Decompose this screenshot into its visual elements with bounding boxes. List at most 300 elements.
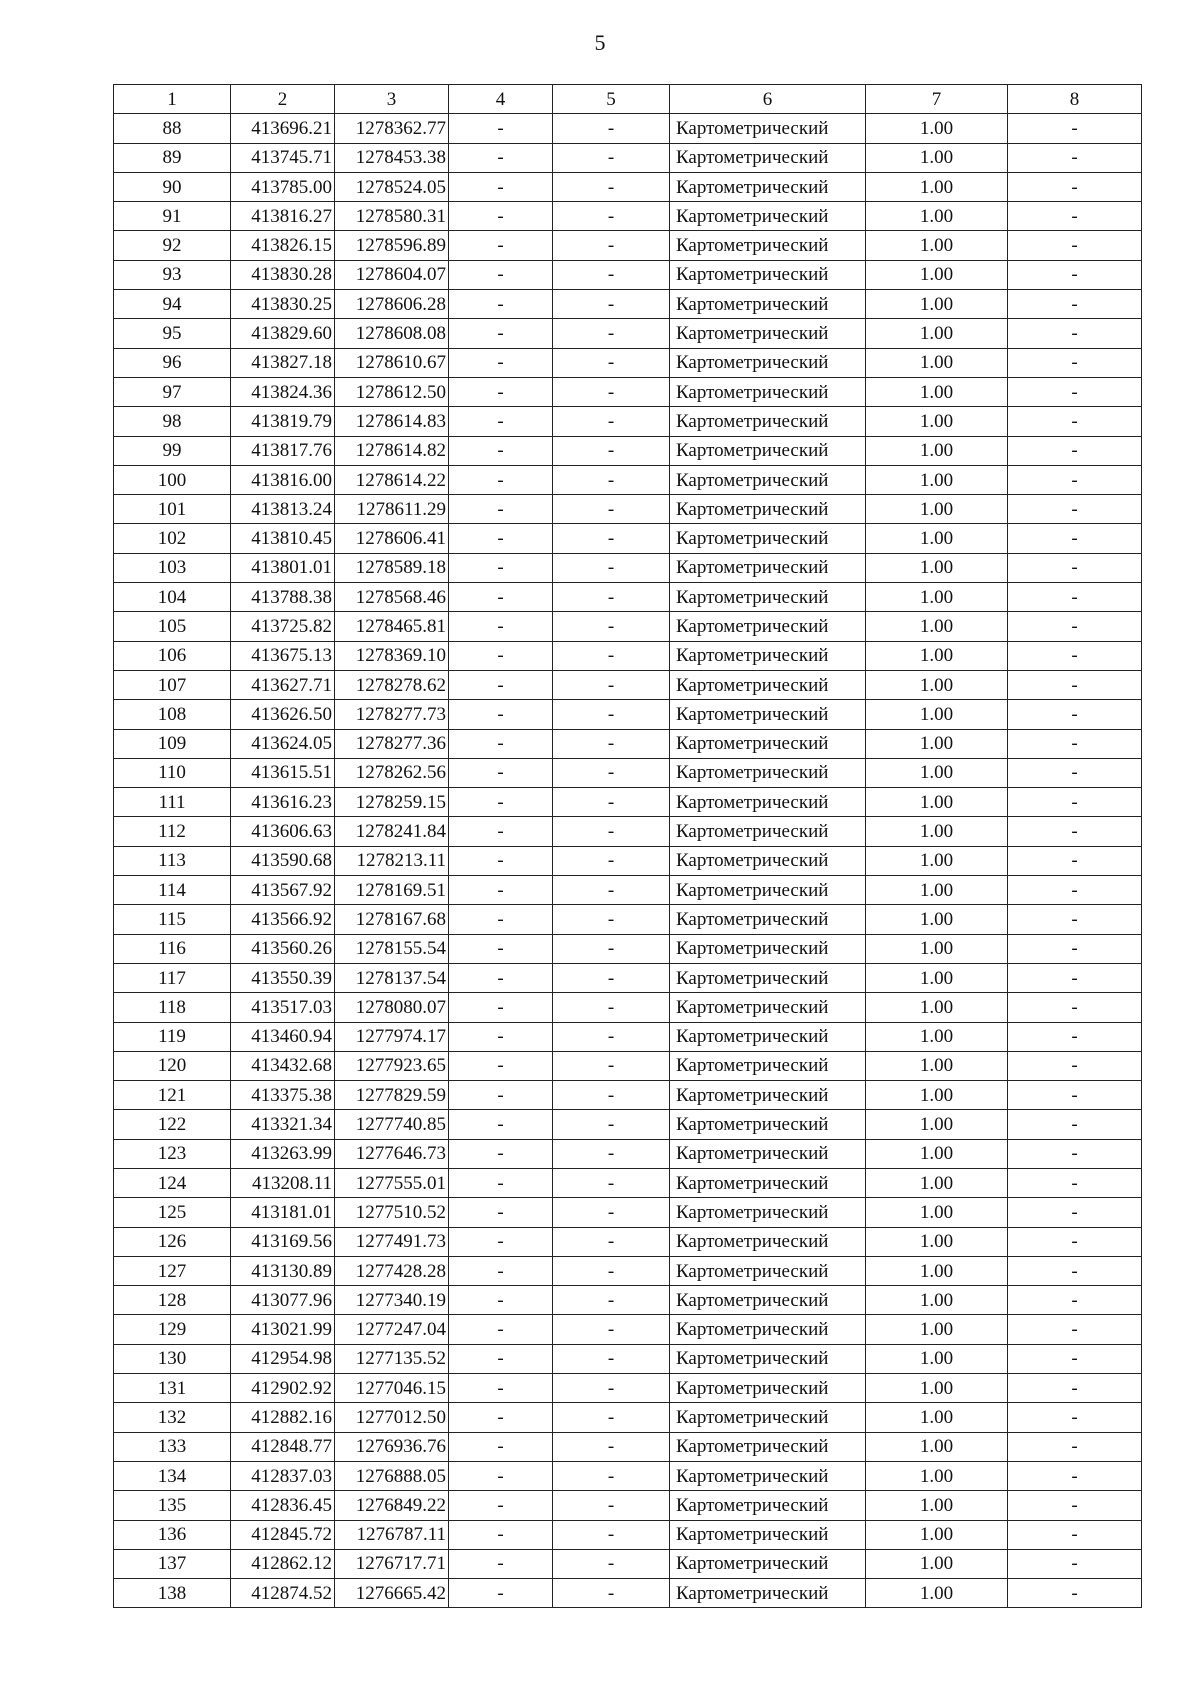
point-number-cell: 112: [114, 817, 231, 846]
method-cell: Картометрический: [670, 1491, 866, 1520]
column-4-cell: -: [449, 905, 553, 934]
x-coordinate-cell: 413830.28: [231, 260, 335, 289]
accuracy-cell: 1.00: [866, 729, 1008, 758]
y-coordinate-cell: 1278606.28: [335, 290, 449, 319]
accuracy-cell: 1.00: [866, 114, 1008, 143]
y-coordinate-cell: 1277510.52: [335, 1198, 449, 1227]
column-4-cell: -: [449, 788, 553, 817]
y-coordinate-cell: 1277646.73: [335, 1139, 449, 1168]
y-coordinate-cell: 1278610.67: [335, 348, 449, 377]
y-coordinate-cell: 1277012.50: [335, 1403, 449, 1432]
method-cell: Картометрический: [670, 700, 866, 729]
x-coordinate-cell: 413460.94: [231, 1022, 335, 1051]
table-row: [114, 993, 1142, 1022]
accuracy-cell: 1.00: [866, 846, 1008, 875]
point-number-cell: 100: [114, 465, 231, 494]
column-5-cell: -: [553, 612, 670, 641]
table-row: [114, 934, 1142, 963]
column-8-cell: -: [1008, 1344, 1142, 1373]
column-8-cell: -: [1008, 1256, 1142, 1285]
column-5-cell: -: [553, 172, 670, 201]
accuracy-cell: 1.00: [866, 348, 1008, 377]
column-4-cell: -: [449, 436, 553, 465]
method-cell: Картометрический: [670, 1139, 866, 1168]
point-number-cell: 92: [114, 231, 231, 260]
method-cell: Картометрический: [670, 290, 866, 319]
method-cell: Картометрический: [670, 1198, 866, 1227]
column-8-cell: -: [1008, 1491, 1142, 1520]
point-number-cell: 108: [114, 700, 231, 729]
column-5-cell: -: [553, 729, 670, 758]
x-coordinate-cell: 413616.23: [231, 788, 335, 817]
y-coordinate-cell: 1278589.18: [335, 553, 449, 582]
table-row: [114, 290, 1142, 319]
point-number-cell: 93: [114, 260, 231, 289]
column-8-cell: -: [1008, 1315, 1142, 1344]
y-coordinate-cell: 1278080.07: [335, 993, 449, 1022]
column-5-cell: -: [553, 993, 670, 1022]
method-cell: Картометрический: [670, 143, 866, 172]
table-row: [114, 1286, 1142, 1315]
table-row: [114, 1139, 1142, 1168]
y-coordinate-cell: 1277740.85: [335, 1110, 449, 1139]
point-number-cell: 132: [114, 1403, 231, 1432]
method-cell: Картометрический: [670, 348, 866, 377]
method-cell: Картометрический: [670, 612, 866, 641]
column-4-cell: -: [449, 231, 553, 260]
x-coordinate-cell: 413824.36: [231, 377, 335, 406]
x-coordinate-cell: 413130.89: [231, 1256, 335, 1285]
y-coordinate-cell: 1276849.22: [335, 1491, 449, 1520]
column-5-cell: -: [553, 1461, 670, 1490]
method-cell: Картометрический: [670, 1374, 866, 1403]
table-row: [114, 758, 1142, 787]
accuracy-cell: 1.00: [866, 1432, 1008, 1461]
column-5-cell: -: [553, 1432, 670, 1461]
y-coordinate-cell: 1278277.73: [335, 700, 449, 729]
table-row: [114, 436, 1142, 465]
column-8-cell: -: [1008, 495, 1142, 524]
column-5-cell: -: [553, 876, 670, 905]
column-5-cell: -: [553, 700, 670, 729]
column-8-cell: -: [1008, 202, 1142, 231]
column-8-cell: -: [1008, 729, 1142, 758]
x-coordinate-cell: 413829.60: [231, 319, 335, 348]
method-cell: Картометрический: [670, 231, 866, 260]
table-row: [114, 1315, 1142, 1344]
table-row: [114, 319, 1142, 348]
x-coordinate-cell: 412902.92: [231, 1374, 335, 1403]
point-number-cell: 118: [114, 993, 231, 1022]
y-coordinate-cell: 1278614.82: [335, 436, 449, 465]
column-8-cell: -: [1008, 670, 1142, 699]
column-4-cell: -: [449, 1344, 553, 1373]
column-header: 1: [114, 85, 231, 114]
method-cell: Картометрический: [670, 993, 866, 1022]
point-number-cell: 135: [114, 1491, 231, 1520]
column-4-cell: -: [449, 729, 553, 758]
x-coordinate-cell: 413624.05: [231, 729, 335, 758]
column-8-cell: -: [1008, 583, 1142, 612]
column-8-cell: -: [1008, 700, 1142, 729]
point-number-cell: 99: [114, 436, 231, 465]
column-8-cell: -: [1008, 934, 1142, 963]
point-number-cell: 114: [114, 876, 231, 905]
coordinates-table: [113, 84, 1142, 1608]
x-coordinate-cell: 413181.01: [231, 1198, 335, 1227]
column-4-cell: -: [449, 1286, 553, 1315]
table-row: [114, 407, 1142, 436]
table-row: [114, 583, 1142, 612]
column-4-cell: -: [449, 670, 553, 699]
column-4-cell: -: [449, 407, 553, 436]
column-4-cell: -: [449, 319, 553, 348]
accuracy-cell: 1.00: [866, 465, 1008, 494]
x-coordinate-cell: 413627.71: [231, 670, 335, 699]
point-number-cell: 121: [114, 1081, 231, 1110]
table-row: [114, 1374, 1142, 1403]
method-cell: Картометрический: [670, 1520, 866, 1549]
x-coordinate-cell: 413606.63: [231, 817, 335, 846]
table-row: [114, 1403, 1142, 1432]
method-cell: Картометрический: [670, 641, 866, 670]
method-cell: Картометрический: [670, 758, 866, 787]
y-coordinate-cell: 1277046.15: [335, 1374, 449, 1403]
x-coordinate-cell: 413785.00: [231, 172, 335, 201]
column-header: 7: [866, 85, 1008, 114]
column-5-cell: -: [553, 817, 670, 846]
column-5-cell: -: [553, 495, 670, 524]
y-coordinate-cell: 1277340.19: [335, 1286, 449, 1315]
table-row: [114, 612, 1142, 641]
column-5-cell: -: [553, 260, 670, 289]
column-4-cell: -: [449, 876, 553, 905]
column-5-cell: -: [553, 465, 670, 494]
method-cell: Картометрический: [670, 1403, 866, 1432]
accuracy-cell: 1.00: [866, 963, 1008, 992]
x-coordinate-cell: 413590.68: [231, 846, 335, 875]
x-coordinate-cell: 413567.92: [231, 876, 335, 905]
accuracy-cell: 1.00: [866, 231, 1008, 260]
accuracy-cell: 1.00: [866, 1110, 1008, 1139]
column-4-cell: -: [449, 290, 553, 319]
column-4-cell: -: [449, 1403, 553, 1432]
column-5-cell: -: [553, 905, 670, 934]
method-cell: Картометрический: [670, 436, 866, 465]
method-cell: Картометрический: [670, 729, 866, 758]
point-number-cell: 103: [114, 553, 231, 582]
accuracy-cell: 1.00: [866, 1081, 1008, 1110]
point-number-cell: 119: [114, 1022, 231, 1051]
accuracy-cell: 1.00: [866, 1403, 1008, 1432]
x-coordinate-cell: 413375.38: [231, 1081, 335, 1110]
method-cell: Картометрический: [670, 524, 866, 553]
column-4-cell: -: [449, 495, 553, 524]
column-4-cell: -: [449, 700, 553, 729]
column-4-cell: -: [449, 1110, 553, 1139]
column-8-cell: -: [1008, 993, 1142, 1022]
method-cell: Картометрический: [670, 1549, 866, 1578]
point-number-cell: 98: [114, 407, 231, 436]
point-number-cell: 113: [114, 846, 231, 875]
x-coordinate-cell: 413826.15: [231, 231, 335, 260]
point-number-cell: 95: [114, 319, 231, 348]
column-5-cell: -: [553, 963, 670, 992]
method-cell: Картометрический: [670, 1227, 866, 1256]
column-header: 3: [335, 85, 449, 114]
point-number-cell: 125: [114, 1198, 231, 1227]
y-coordinate-cell: 1278241.84: [335, 817, 449, 846]
page-number: 5: [594, 30, 606, 55]
table-row: [114, 260, 1142, 289]
column-5-cell: -: [553, 846, 670, 875]
column-5-cell: -: [553, 377, 670, 406]
x-coordinate-cell: 413517.03: [231, 993, 335, 1022]
column-8-cell: -: [1008, 963, 1142, 992]
column-4-cell: -: [449, 1256, 553, 1285]
x-coordinate-cell: 413827.18: [231, 348, 335, 377]
method-cell: Картометрический: [670, 553, 866, 582]
accuracy-cell: 1.00: [866, 407, 1008, 436]
y-coordinate-cell: 1278167.68: [335, 905, 449, 934]
y-coordinate-cell: 1278614.22: [335, 465, 449, 494]
accuracy-cell: 1.00: [866, 319, 1008, 348]
column-5-cell: -: [553, 1579, 670, 1608]
y-coordinate-cell: 1277923.65: [335, 1051, 449, 1080]
y-coordinate-cell: 1277247.04: [335, 1315, 449, 1344]
method-cell: Картометрический: [670, 407, 866, 436]
accuracy-cell: 1.00: [866, 172, 1008, 201]
x-coordinate-cell: 413208.11: [231, 1168, 335, 1197]
point-number-cell: 104: [114, 583, 231, 612]
column-8-cell: -: [1008, 143, 1142, 172]
accuracy-cell: 1.00: [866, 1491, 1008, 1520]
x-coordinate-cell: 413615.51: [231, 758, 335, 787]
column-5-cell: -: [553, 1315, 670, 1344]
accuracy-cell: 1.00: [866, 583, 1008, 612]
y-coordinate-cell: 1278596.89: [335, 231, 449, 260]
column-8-cell: -: [1008, 348, 1142, 377]
column-4-cell: -: [449, 934, 553, 963]
column-5-cell: -: [553, 1168, 670, 1197]
y-coordinate-cell: 1277135.52: [335, 1344, 449, 1373]
column-8-cell: -: [1008, 553, 1142, 582]
column-4-cell: -: [449, 1520, 553, 1549]
column-5-cell: -: [553, 1344, 670, 1373]
column-4-cell: -: [449, 465, 553, 494]
table-row: [114, 1022, 1142, 1051]
y-coordinate-cell: 1278614.83: [335, 407, 449, 436]
accuracy-cell: 1.00: [866, 1315, 1008, 1344]
column-4-cell: -: [449, 817, 553, 846]
column-4-cell: -: [449, 993, 553, 1022]
point-number-cell: 129: [114, 1315, 231, 1344]
point-number-cell: 97: [114, 377, 231, 406]
y-coordinate-cell: 1278362.77: [335, 114, 449, 143]
accuracy-cell: 1.00: [866, 612, 1008, 641]
point-number-cell: 107: [114, 670, 231, 699]
column-4-cell: -: [449, 377, 553, 406]
x-coordinate-cell: 413077.96: [231, 1286, 335, 1315]
column-5-cell: -: [553, 1374, 670, 1403]
point-number-cell: 138: [114, 1579, 231, 1608]
table-row: [114, 670, 1142, 699]
accuracy-cell: 1.00: [866, 1579, 1008, 1608]
table-row: [114, 817, 1142, 846]
table-row: [114, 641, 1142, 670]
point-number-cell: 137: [114, 1549, 231, 1578]
column-8-cell: -: [1008, 172, 1142, 201]
point-number-cell: 89: [114, 143, 231, 172]
y-coordinate-cell: 1277555.01: [335, 1168, 449, 1197]
y-coordinate-cell: 1278213.11: [335, 846, 449, 875]
x-coordinate-cell: 412837.03: [231, 1461, 335, 1490]
column-5-cell: -: [553, 1227, 670, 1256]
accuracy-cell: 1.00: [866, 905, 1008, 934]
column-header: 6: [670, 85, 866, 114]
point-number-cell: 88: [114, 114, 231, 143]
y-coordinate-cell: 1278604.07: [335, 260, 449, 289]
table-row: [114, 143, 1142, 172]
table-row: [114, 1344, 1142, 1373]
method-cell: Картометрический: [670, 846, 866, 875]
column-8-cell: -: [1008, 290, 1142, 319]
column-8-cell: -: [1008, 407, 1142, 436]
column-4-cell: -: [449, 348, 553, 377]
accuracy-cell: 1.00: [866, 993, 1008, 1022]
column-header: 4: [449, 85, 553, 114]
column-8-cell: -: [1008, 1168, 1142, 1197]
y-coordinate-cell: 1276717.71: [335, 1549, 449, 1578]
table-row: [114, 1432, 1142, 1461]
column-4-cell: -: [449, 1315, 553, 1344]
point-number-cell: 106: [114, 641, 231, 670]
y-coordinate-cell: 1278580.31: [335, 202, 449, 231]
column-4-cell: -: [449, 963, 553, 992]
table-row: [114, 876, 1142, 905]
table-row: [114, 846, 1142, 875]
point-number-cell: 105: [114, 612, 231, 641]
accuracy-cell: 1.00: [866, 1549, 1008, 1578]
table-row: [114, 553, 1142, 582]
table-row: [114, 465, 1142, 494]
x-coordinate-cell: 412862.12: [231, 1549, 335, 1578]
x-coordinate-cell: 413816.27: [231, 202, 335, 231]
x-coordinate-cell: 413816.00: [231, 465, 335, 494]
point-number-cell: 111: [114, 788, 231, 817]
accuracy-cell: 1.00: [866, 495, 1008, 524]
column-4-cell: -: [449, 553, 553, 582]
column-8-cell: -: [1008, 1139, 1142, 1168]
column-8-cell: -: [1008, 377, 1142, 406]
x-coordinate-cell: 413819.79: [231, 407, 335, 436]
accuracy-cell: 1.00: [866, 143, 1008, 172]
column-8-cell: -: [1008, 1374, 1142, 1403]
method-cell: Картометрический: [670, 1579, 866, 1608]
column-5-cell: -: [553, 1403, 670, 1432]
accuracy-cell: 1.00: [866, 377, 1008, 406]
y-coordinate-cell: 1277491.73: [335, 1227, 449, 1256]
method-cell: Картометрический: [670, 1022, 866, 1051]
table-row: [114, 202, 1142, 231]
y-coordinate-cell: 1278137.54: [335, 963, 449, 992]
y-coordinate-cell: 1278155.54: [335, 934, 449, 963]
accuracy-cell: 1.00: [866, 700, 1008, 729]
table-row: [114, 1461, 1142, 1490]
y-coordinate-cell: 1278262.56: [335, 758, 449, 787]
x-coordinate-cell: 413830.25: [231, 290, 335, 319]
column-8-cell: -: [1008, 817, 1142, 846]
column-5-cell: -: [553, 524, 670, 553]
method-cell: Картометрический: [670, 1344, 866, 1373]
column-4-cell: -: [449, 1549, 553, 1578]
column-4-cell: -: [449, 758, 553, 787]
column-8-cell: -: [1008, 1432, 1142, 1461]
accuracy-cell: 1.00: [866, 670, 1008, 699]
column-8-cell: -: [1008, 1579, 1142, 1608]
y-coordinate-cell: 1278369.10: [335, 641, 449, 670]
column-4-cell: -: [449, 1051, 553, 1080]
y-coordinate-cell: 1278277.36: [335, 729, 449, 758]
column-4-cell: -: [449, 1139, 553, 1168]
column-5-cell: -: [553, 670, 670, 699]
x-coordinate-cell: 413675.13: [231, 641, 335, 670]
y-coordinate-cell: 1278453.38: [335, 143, 449, 172]
method-cell: Картометрический: [670, 1081, 866, 1110]
point-number-cell: 130: [114, 1344, 231, 1373]
method-cell: Картометрический: [670, 260, 866, 289]
table-row: [114, 377, 1142, 406]
point-number-cell: 136: [114, 1520, 231, 1549]
accuracy-cell: 1.00: [866, 1374, 1008, 1403]
point-number-cell: 109: [114, 729, 231, 758]
table-row: [114, 231, 1142, 260]
method-cell: Картометрический: [670, 114, 866, 143]
column-8-cell: -: [1008, 1110, 1142, 1139]
column-8-cell: -: [1008, 1051, 1142, 1080]
column-8-cell: -: [1008, 1198, 1142, 1227]
column-5-cell: -: [553, 1110, 670, 1139]
column-4-cell: -: [449, 1461, 553, 1490]
column-4-cell: -: [449, 583, 553, 612]
table-row: [114, 1168, 1142, 1197]
table-header-row: [114, 85, 1142, 114]
method-cell: Картометрический: [670, 876, 866, 905]
table-body: [114, 114, 1142, 1608]
column-8-cell: -: [1008, 846, 1142, 875]
column-8-cell: -: [1008, 231, 1142, 260]
x-coordinate-cell: 413696.21: [231, 114, 335, 143]
point-number-cell: 122: [114, 1110, 231, 1139]
table-row: [114, 729, 1142, 758]
y-coordinate-cell: 1278465.81: [335, 612, 449, 641]
table-row: [114, 1579, 1142, 1608]
accuracy-cell: 1.00: [866, 788, 1008, 817]
table-row: [114, 1081, 1142, 1110]
column-4-cell: -: [449, 524, 553, 553]
table-row: [114, 700, 1142, 729]
table-row: [114, 1491, 1142, 1520]
x-coordinate-cell: 413745.71: [231, 143, 335, 172]
column-5-cell: -: [553, 1081, 670, 1110]
x-coordinate-cell: 412845.72: [231, 1520, 335, 1549]
method-cell: Картометрический: [670, 495, 866, 524]
x-coordinate-cell: 413021.99: [231, 1315, 335, 1344]
method-cell: Картометрический: [670, 1168, 866, 1197]
column-4-cell: -: [449, 202, 553, 231]
column-8-cell: -: [1008, 612, 1142, 641]
method-cell: Картометрический: [670, 670, 866, 699]
